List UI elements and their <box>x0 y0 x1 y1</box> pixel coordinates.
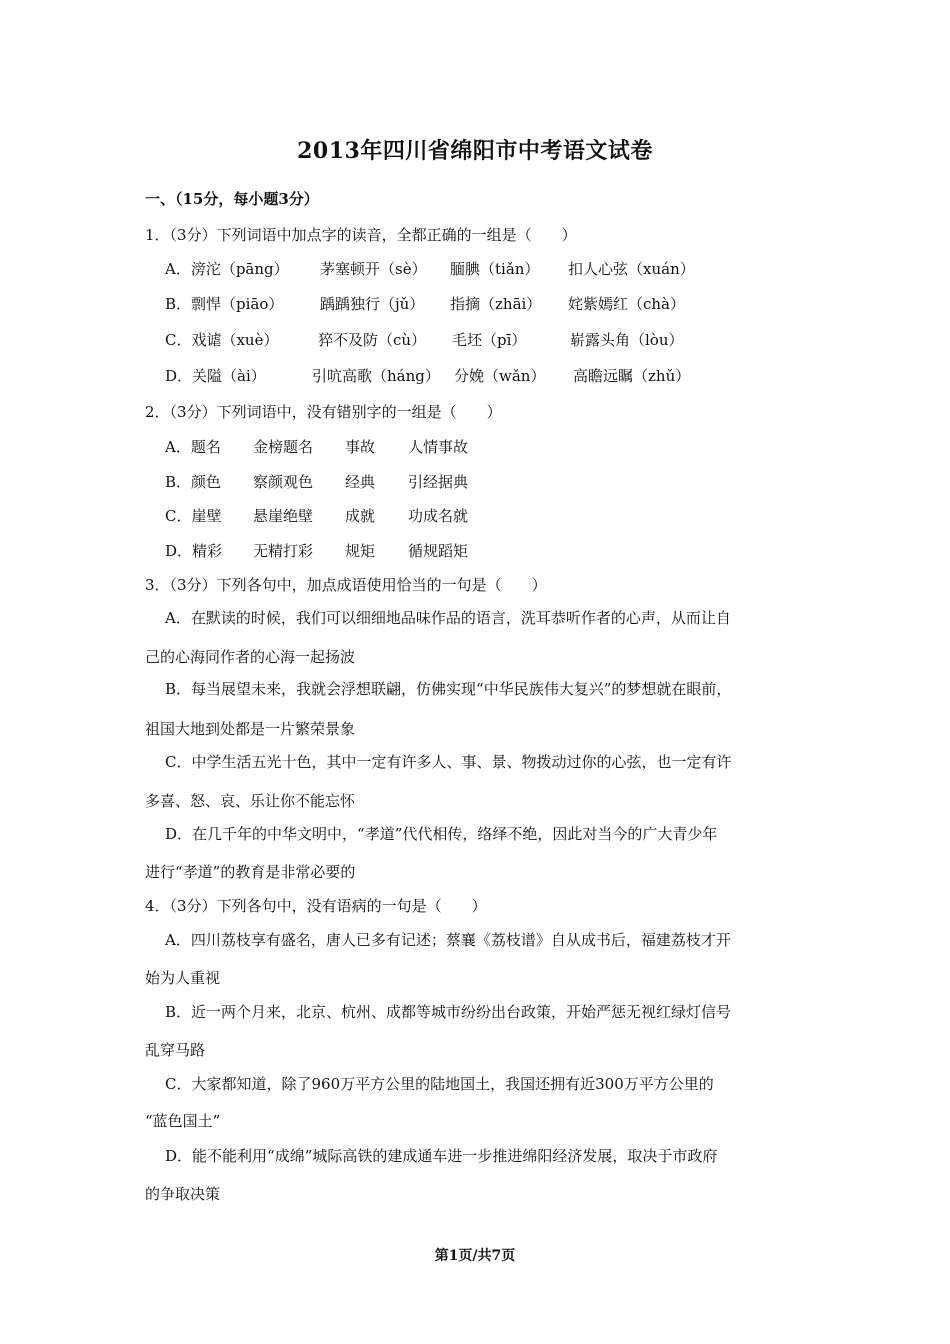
option-cell: 踽踽独行（jǔ） <box>320 295 425 313</box>
question-3-option-b-cont: 祖国大地到处都是一片繁荣景象 <box>145 720 356 738</box>
option-cell: D．精彩 <box>165 542 223 560</box>
page-footer: 第1页/共7页 <box>434 1248 516 1264</box>
question-4-option-c-cont: “蓝色国土” <box>145 1112 221 1130</box>
option-cell: A．题名 <box>165 438 221 456</box>
question-3-option-d: D．在几千年的中华文明中，“孝道”代代相传，络绎不绝，因此对当今的广大青少年 <box>165 825 718 843</box>
question-4-option-b: B．近一两个月来，北京、杭州、成都等城市纷纷出台政策，开始严惩无视红绿灯信号 <box>165 1003 732 1021</box>
option-cell: 崭露头角（lòu） <box>570 331 684 349</box>
question-4-stem: 4．（3分）下列各句中，没有语病的一句是（ ） <box>145 897 487 915</box>
question-4-option-d: D．能不能利用“成绵”城际高铁的建成通车进一步推进绵阳经济发展，取决于市政府 <box>165 1147 718 1165</box>
option-cell: 循规蹈矩 <box>408 542 469 560</box>
question-4-option-a: A．四川荔枝享有盛名，唐人已多有记述；蔡襄《荔枝谱》自从成书后，福建荔枝才开 <box>165 931 731 949</box>
option-cell: 成就 <box>345 507 376 525</box>
option-cell: 人情事故 <box>408 438 469 456</box>
option-cell: 高瞻远瞩（zhǔ） <box>573 367 691 385</box>
option-cell: 金榜题名 <box>253 438 314 456</box>
question-1-stem: 1．（3分）下列词语中加点字的读音，全都正确的一组是（ ） <box>145 226 577 244</box>
option-cell: D．关隘（ài） <box>165 367 266 385</box>
option-cell: 无精打彩 <box>253 542 314 560</box>
question-4-option-c: C．大家都知道，除了960万平方公里的陆地国土，我国还拥有近300万平方公里的 <box>165 1075 714 1093</box>
option-cell: 猝不及防（cù） <box>318 331 427 349</box>
option-cell: 事故 <box>345 438 376 456</box>
option-cell: C．戏谑（xuè） <box>165 331 279 349</box>
question-2-stem: 2．（3分）下列词语中，没有错别字的一组是（ ） <box>145 403 502 421</box>
option-cell: B．颜色 <box>165 473 222 491</box>
page-title: 2013年四川省绵阳市中考语文试卷 <box>297 138 653 164</box>
option-cell: 茅塞顿开（sè） <box>320 260 427 278</box>
question-3-option-b: B．每当展望未来，我就会浮想联翩，仿佛实现“中华民族伟大复兴”的梦想就在眼前， <box>165 680 732 698</box>
option-cell: 引经据典 <box>408 473 469 491</box>
question-4-option-a-cont: 始为人重视 <box>145 969 221 987</box>
option-cell: 功成名就 <box>408 507 469 525</box>
option-cell: 扣人心弦（xuán） <box>568 260 695 278</box>
option-cell: C．崖壁 <box>165 507 222 525</box>
option-cell: 引吭高歌（háng） <box>312 367 440 385</box>
question-3-option-c: C．中学生活五光十色，其中一定有许多人、事、景、物拨动过你的心弦，也一定有许 <box>165 753 732 771</box>
option-cell: 悬崖绝壁 <box>253 507 314 525</box>
section-title: 一、（15分，每小题3分） <box>145 190 319 208</box>
question-4-option-b-cont: 乱穿马路 <box>145 1041 206 1059</box>
option-cell: 腼腆（tiǎn） <box>450 260 540 278</box>
question-3-option-a-cont: 己的心海同作者的心海一起扬波 <box>145 648 356 666</box>
option-cell: 经典 <box>345 473 376 491</box>
question-4-option-d-cont: 的争取决策 <box>145 1185 221 1203</box>
option-cell: A．滂沱（pāng） <box>165 260 289 278</box>
option-cell: 姹紫嫣红（chà） <box>568 295 686 313</box>
option-cell: 指摘（zhāi） <box>450 295 542 313</box>
option-cell: B．剽悍（piāo） <box>165 295 284 313</box>
question-3-option-d-cont: 进行“孝道”的教育是非常必要的 <box>145 863 356 881</box>
question-3-option-c-cont: 多喜、怒、哀、乐让你不能忘怀 <box>145 792 356 810</box>
option-cell: 毛坯（pī） <box>452 331 527 349</box>
question-3-option-a: A．在默读的时候，我们可以细细地品味作品的语言，洗耳恭听作者的心声，从而让自 <box>165 609 731 627</box>
question-3-stem: 3．（3分）下列各句中，加点成语使用恰当的一句是（ ） <box>145 576 547 594</box>
option-cell: 分娩（wǎn） <box>454 367 546 385</box>
option-cell: 察颜观色 <box>253 473 314 491</box>
option-cell: 规矩 <box>345 542 376 560</box>
